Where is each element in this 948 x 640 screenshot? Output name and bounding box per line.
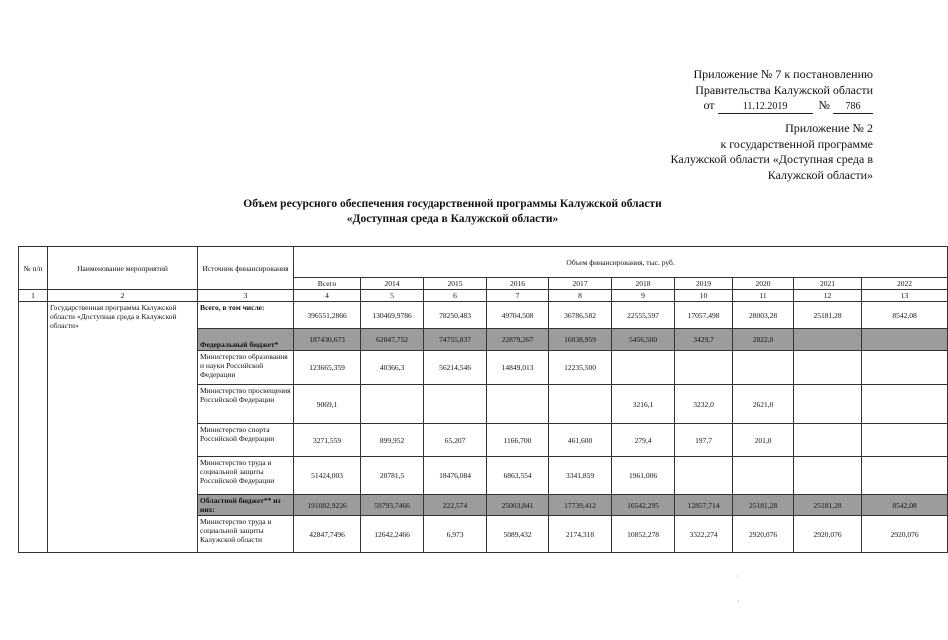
value-cell [424, 385, 487, 424]
value-cell: 12642,2466 [361, 516, 424, 553]
value-cell: 8542,08 [862, 495, 948, 516]
value-cell: 17057,498 [675, 302, 733, 329]
value-cell: 12857,714 [675, 495, 733, 516]
value-cell: 65,207 [424, 424, 487, 457]
value-cell: 17739,412 [549, 495, 612, 516]
column-number: 12 [794, 290, 862, 302]
value-cell: 1166,700 [487, 424, 549, 457]
value-cell: 197,7 [675, 424, 733, 457]
column-number: 5 [361, 290, 424, 302]
value-cell: 2920,076 [733, 516, 794, 553]
funding-table [18, 246, 948, 553]
value-cell: 2822,0 [733, 329, 794, 351]
value-cell [549, 385, 612, 424]
program-name-line2: Калужской области» [767, 167, 873, 182]
value-cell: 6863,554 [487, 457, 549, 495]
funding-source-cell: Министерство просвещения Российской Федерации [198, 385, 294, 424]
header-year: 2015 [424, 278, 487, 290]
value-cell: 123665,359 [294, 351, 361, 385]
program-appendix-header [671, 121, 873, 183]
value-cell: 14849,013 [487, 351, 549, 385]
table-row [19, 302, 948, 329]
header-year: 2018 [612, 278, 675, 290]
funding-source-cell: Министерство спорта Российской Федерации [198, 424, 294, 457]
value-cell: 3322,274 [675, 516, 733, 553]
value-cell [794, 329, 862, 351]
header-year: 2022 [862, 278, 948, 290]
value-cell [675, 457, 733, 495]
funding-source-cell: Министерство труда и социальной защиты Калужской области [198, 516, 294, 553]
column-number: 10 [675, 290, 733, 302]
header-year: 2016 [487, 278, 549, 290]
value-cell [675, 351, 733, 385]
value-cell: 12235,500 [549, 351, 612, 385]
appendix-2-line: Приложение № 2 [785, 121, 873, 135]
value-cell [862, 351, 948, 385]
value-cell: 62047,752 [361, 329, 424, 351]
value-cell: 461,600 [549, 424, 612, 457]
value-cell [361, 385, 424, 424]
value-cell: 187430,673 [294, 329, 361, 351]
value-cell [487, 385, 549, 424]
value-cell: 51424,003 [294, 457, 361, 495]
value-cell: 78250,483 [424, 302, 487, 329]
title-line1: Объем ресурсного обеспечения государственной программы Калужской области [243, 198, 662, 210]
header-volume: Объем финансирования, тыс. руб. [294, 247, 948, 278]
value-cell [733, 457, 794, 495]
value-cell: 25181,28 [794, 495, 862, 516]
funding-source-cell: Министерство труда и социальной защиты Российской Федерации [198, 457, 294, 495]
value-cell: 56214,546 [424, 351, 487, 385]
header-year: 2021 [794, 278, 862, 290]
value-cell: 6,973 [424, 516, 487, 553]
value-cell: 8542,08 [862, 302, 948, 329]
column-number: 7 [487, 290, 549, 302]
column-number: 6 [424, 290, 487, 302]
date-prefix: от [703, 98, 715, 112]
government-line: Правительства Калужской области [695, 82, 873, 97]
column-number: 11 [733, 290, 794, 302]
value-cell: 25003,841 [487, 495, 549, 516]
column-number: 8 [549, 290, 612, 302]
header-year: 2020 [733, 278, 794, 290]
number-prefix: № [818, 98, 830, 112]
header-source: Источник финансирования [198, 247, 294, 290]
column-number: 3 [198, 290, 294, 302]
funding-source-cell: Министерство образования и науки Российской Федерации [198, 351, 294, 385]
value-cell [862, 385, 948, 424]
header-total: Всего [294, 278, 361, 290]
header-year: 2019 [675, 278, 733, 290]
value-cell: 2174,318 [549, 516, 612, 553]
value-cell: 25181,28 [733, 495, 794, 516]
value-cell: 22555,597 [612, 302, 675, 329]
value-cell: 3429,7 [675, 329, 733, 351]
value-cell: 5456,500 [612, 329, 675, 351]
value-cell: 49704,508 [487, 302, 549, 329]
program-ref-line: к государственной программе [720, 136, 873, 151]
value-cell: 42847,7496 [294, 516, 361, 553]
resolution-number: 786 [833, 101, 873, 114]
document-title [0, 197, 905, 227]
value-cell: 1961,006 [612, 457, 675, 495]
column-number: 2 [48, 290, 198, 302]
date-number-line [693, 98, 873, 114]
column-number: 9 [612, 290, 675, 302]
appendix-7-line: Приложение № 7 к постановлению [693, 67, 873, 81]
value-cell: 3271,559 [294, 424, 361, 457]
value-cell [794, 351, 862, 385]
header-year: 2014 [361, 278, 424, 290]
value-cell [794, 385, 862, 424]
value-cell: 28003,28 [733, 302, 794, 329]
funding-source-cell: Федеральный бюджет* [198, 329, 294, 351]
value-cell: 40366,3 [361, 351, 424, 385]
value-cell: 130469,9786 [361, 302, 424, 329]
resolution-date: 11.12.2019 [718, 101, 813, 114]
value-cell: 2621,0 [733, 385, 794, 424]
program-name-line1: Калужской области «Доступная среда в [670, 152, 873, 166]
value-cell: 396551,2866 [294, 302, 361, 329]
program-name-cell: Государственная программа Калужской области «Доступная среда в Калужской области» [48, 302, 198, 553]
value-cell: 3232,0 [675, 385, 733, 424]
value-cell: 25181,28 [794, 302, 862, 329]
column-number: 1 [19, 290, 48, 302]
header-num: № п/п [19, 247, 48, 290]
value-cell [794, 457, 862, 495]
value-cell [862, 424, 948, 457]
value-cell [862, 329, 948, 351]
value-cell: 2920,076 [794, 516, 862, 553]
value-cell: 222,574 [424, 495, 487, 516]
title-line2: «Доступная среда в Калужской области» [346, 213, 559, 225]
value-cell: 5089,432 [487, 516, 549, 553]
funding-source-cell: Всего, в том числе: [198, 302, 294, 329]
value-cell: 191082,9226 [294, 495, 361, 516]
value-cell: 74755,837 [424, 329, 487, 351]
value-cell [733, 351, 794, 385]
value-cell [612, 351, 675, 385]
resolution-appendix-header [693, 67, 873, 114]
scan-mark: · [737, 597, 740, 606]
value-cell: 59793,7466 [361, 495, 424, 516]
value-cell: 201,0 [733, 424, 794, 457]
header-name: Наименование мероприятий [48, 247, 198, 290]
value-cell: 3341,859 [549, 457, 612, 495]
value-cell: 16038,959 [549, 329, 612, 351]
value-cell: 2920,076 [862, 516, 948, 553]
value-cell: 3216,1 [612, 385, 675, 424]
value-cell [862, 457, 948, 495]
column-number: 13 [862, 290, 948, 302]
value-cell: 16542,295 [612, 495, 675, 516]
value-cell [794, 424, 862, 457]
value-cell: 9069,1 [294, 385, 361, 424]
value-cell: 20781,5 [361, 457, 424, 495]
value-cell: 36786,582 [549, 302, 612, 329]
scan-mark: · [737, 572, 740, 581]
header-year: 2017 [549, 278, 612, 290]
value-cell: 899,952 [361, 424, 424, 457]
value-cell: 279,4 [612, 424, 675, 457]
value-cell: 22879,267 [487, 329, 549, 351]
value-cell: 18476,084 [424, 457, 487, 495]
value-cell: 10852,278 [612, 516, 675, 553]
column-number: 4 [294, 290, 361, 302]
row-number-cell [19, 302, 48, 553]
funding-source-cell: Областной бюджет** из них: [198, 495, 294, 516]
